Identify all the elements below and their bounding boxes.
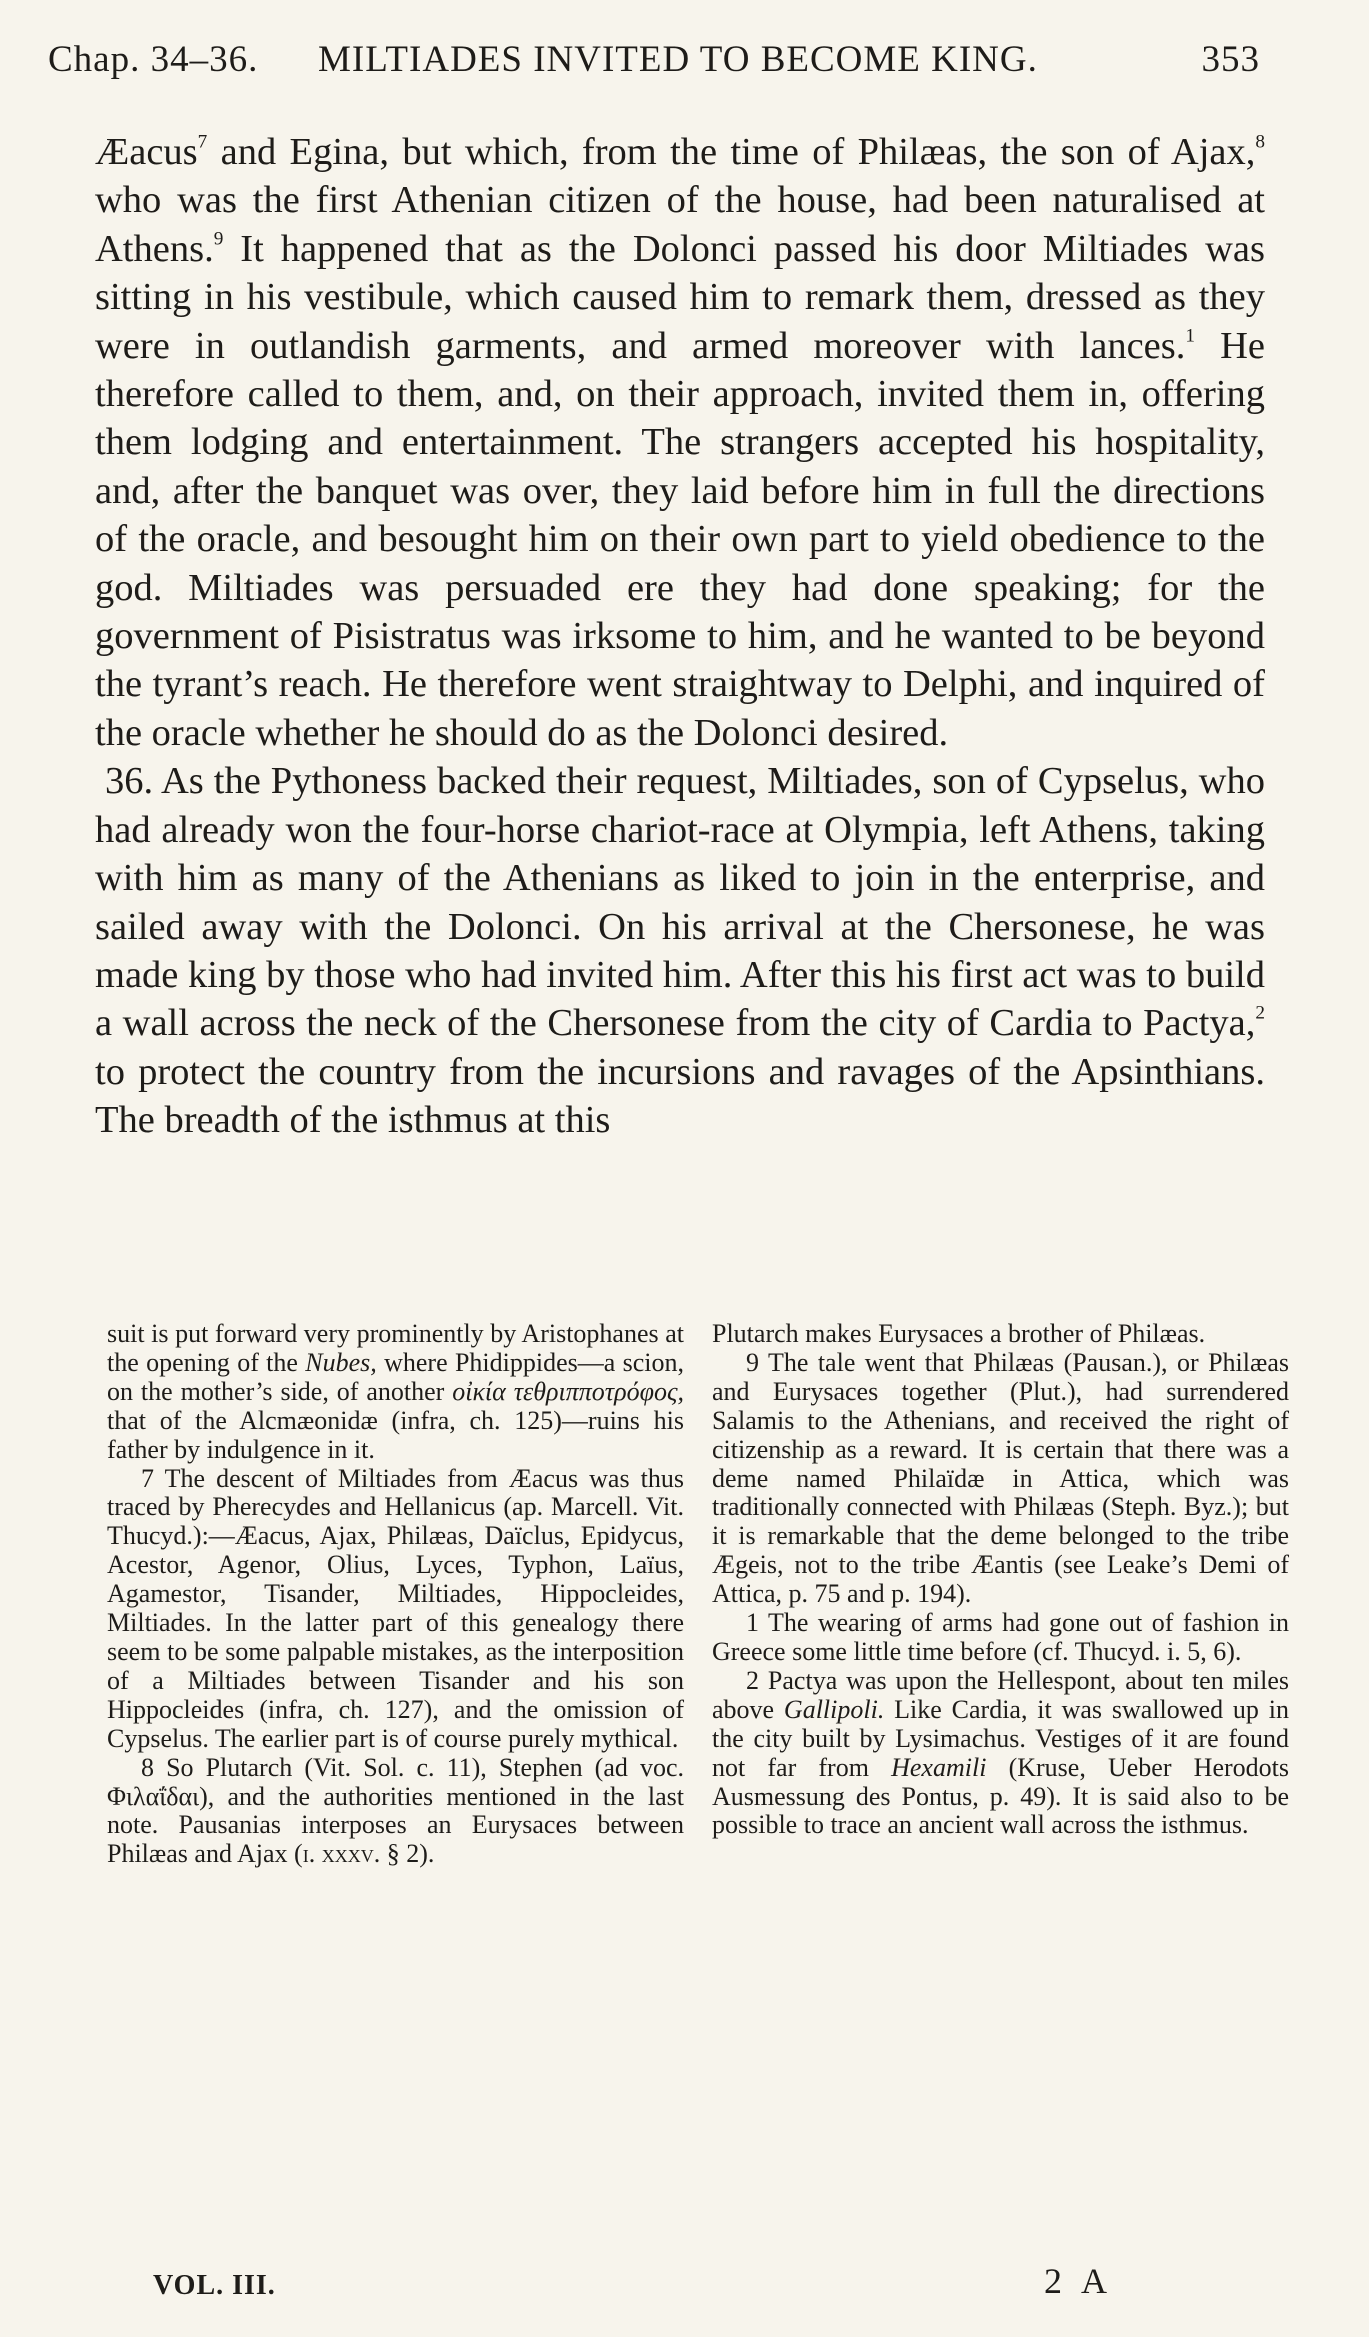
footnote-8: 8 So Plutarch (Vit. Sol. c. 11), Stephen (ad voc. Φιλαΐδαι), and the authorities mentioned in the last note. Pausanias interposes an Eurysaces between Philæas and Ajax (i. xxxv. § 2). [107,1752,684,1869]
signature-mark: 2 A [1043,2261,1113,2301]
footnote-2: 2 Pactya was upon the Hellespont, about ten miles above Gallipoli. Like Cardia, it was swallowed up in the city built by Lysimachus. Vestiges of it are found not far from Hexamili (Kruse, Ueber Herodots Ausmessung des Pontus, p. 49). It is said also to be possible to trace an ancient wall across the isthmus. [712,1665,1289,1840]
footnote-ref: 2 [1255,1002,1265,1024]
main-paragraph: 36. As the Pythoness backed their request, Miltiades, son of Cypselus, who had already won the four-horse chariot-race at Olympia, left Athens, taking with him as many of the Athenians as liked to join in the enterprise, and sailed away with the Dolonci. On his arrival at the Chersonese, he was made king by those who had invited him. After this his first act was to build a wall across the neck of the Chersonese from the city of Cardia to Pactya,$^2$ to protect the country from the incursions and ravages of the Apsinthians. The breadth of the isthmus at this [95,760,1265,1142]
page-footer [153,2261,1113,2310]
running-title: MILTIADES INVITED TO BECOME KING. [318,39,1038,80]
running-header [48,38,1260,86]
footnote-7: 7 The descent of Miltiades from Æacus was thus traced by Pherecydes and Hellanicus (ap. Marcell. Vit. Thucyd.):—Æacus, Ajax, Philæas, Daïclus, Epidycus, Acestor, Agenor, Olius, Lyces, Typhon, Laïus, Agamestor, Tisander, Miltiades, Hippocleides, Miltiades. In the latter part of this genealogy there seem to be some palpable mistakes, as the interposition of a Miltiades between Tisander and his son Hippocleides (infra, ch. 127), and the omission of Cypselus. The earlier part is of course purely mythical. [107,1463,684,1753]
footnotes-right-column [712,1320,1289,1840]
footnote-9: 9 The tale went that Philæas (Pausan.), or Philæas and Eurysaces together (Plut.), had surrendered Salamis to the Athenians, and received the right of citizenship as a reward. It is certain that there was a deme named Philaïdæ in Attica, which was traditionally connected with Philæas (Steph. Byz.); but it is remarkable that the deme belonged to the tribe Ægeis, not to the tribe Æantis (see Leake’s Demi of Attica, p. 75 and p. 194). [712,1347,1289,1609]
footnote-1: 1 The wearing of arms had gone out of fashion in Greece some little time before (cf. Thucyd. i. 5, 6). [712,1608,1289,1666]
footnote-ref: 9 [213,228,224,250]
volume-label: VOL. III. [153,2270,276,2301]
footnotes-left-column [107,1320,684,1869]
main-paragraph: Æacus$^7$ and Egina, but which, from the time of Philæas, the son of Ajax,$^8$ who was the first Athenian citizen of the house, had been naturalised at Athens.$^9$ It happened that as the Dolonci passed his door Miltiades was sitting in his vestibule, which caused him to remark them, dressed as they were in outlandish garments, and armed moreover with lances.$^1$ He therefore called to them, and, on their approach, invited them in, offering them lodging and entertainment. The strangers accepted his hospitality, and, after the banquet was over, they laid before him in full the directions of the oracle, and besought him on their own part to yield obedience to the god. Miltiades was persuaded ere they had done speaking; for the government of Pisistratus was irksome to him, and he wanted to be beyond the tyrant’s reach. He therefore went straightway to Delphi, and inquired of the oracle whether he should do as the Dolonci desired. [95,131,1265,754]
footnote-continuation: Plutarch makes Eurysaces a brother of Philæas. [712,1319,1206,1348]
footnote-ref: 7 [197,131,208,153]
page-number: 353 [1201,39,1260,80]
chapter-reference: Chap. 34–36. [48,39,259,80]
footnote-ref: 1 [1185,325,1195,347]
main-text [95,128,1265,1145]
footnote-ref: 8 [1255,131,1265,153]
footnote-continuation: suit is put forward very prominently by Aristophanes at the opening of the Nubes, where Phidippides—a scion, on the mother’s side, of another οἰκία τεθριπποτρόφος, that of the Alcmæonidæ (infra, ch. 125)—ruins his father by indulgence in it. [107,1319,685,1464]
